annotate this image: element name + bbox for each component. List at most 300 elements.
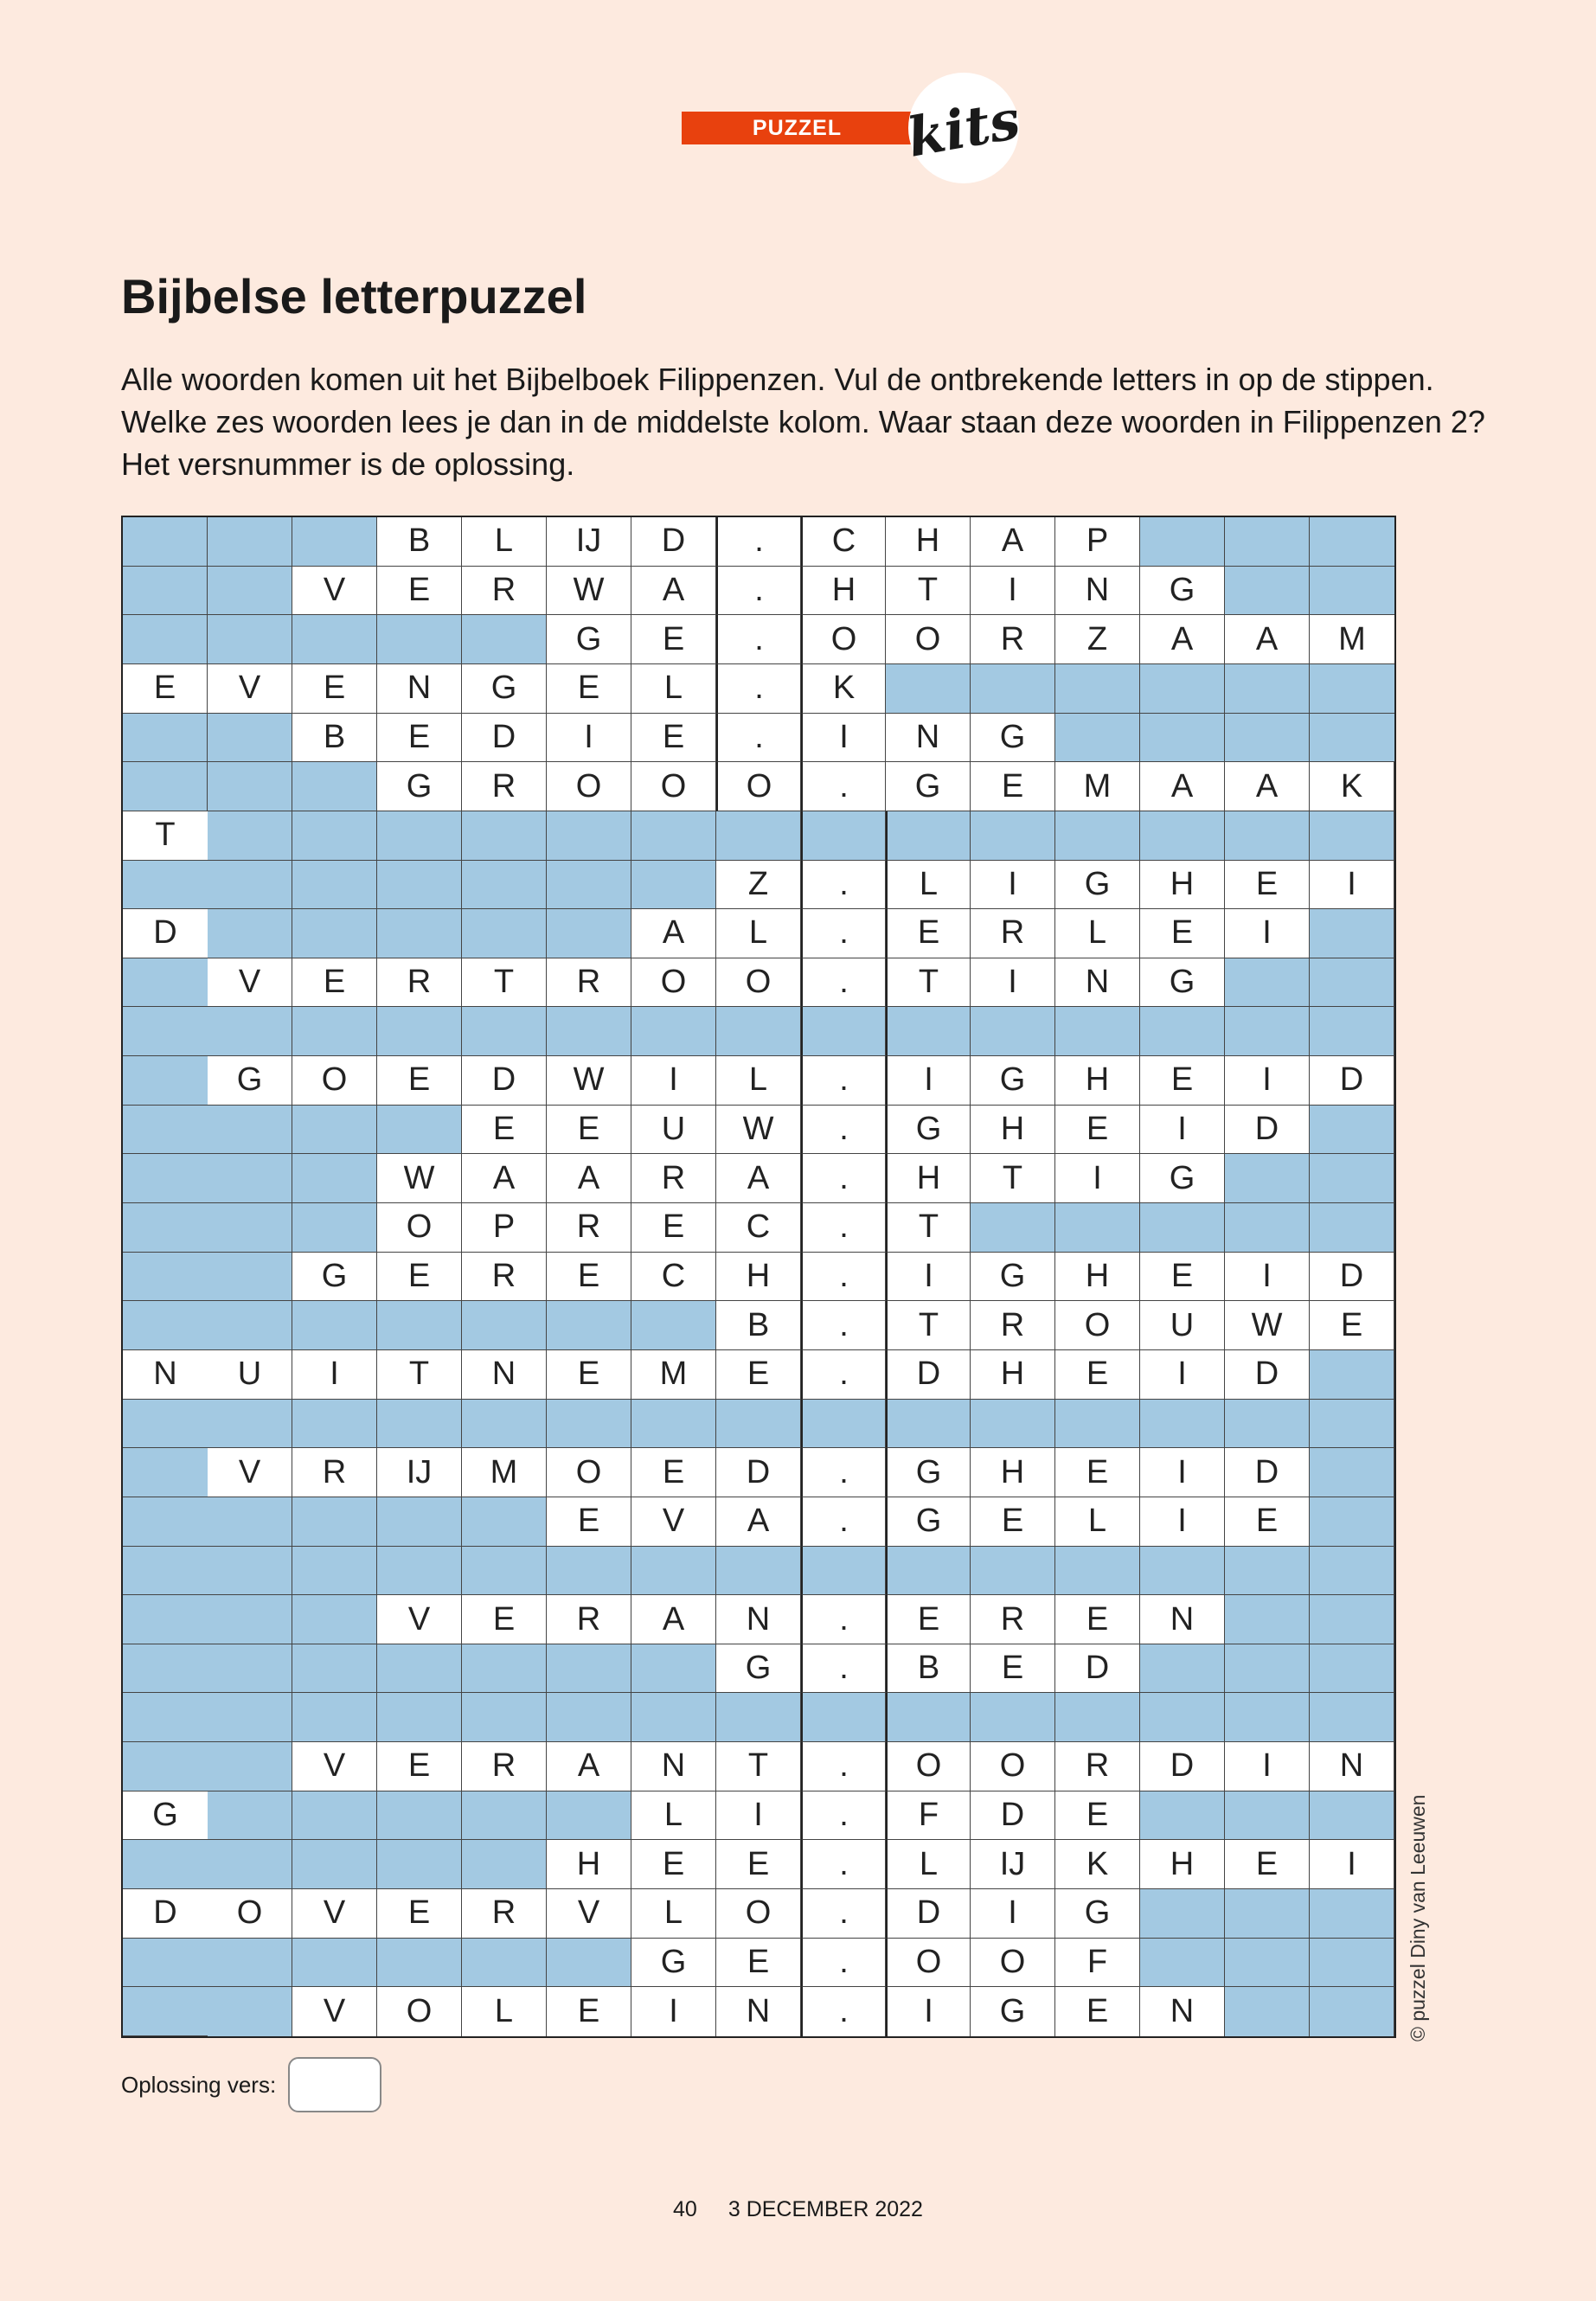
filled-cell [208,1547,292,1596]
filled-cell [1140,664,1225,714]
letter-cell: W [1225,1301,1310,1350]
letter-cell: O [547,1448,631,1497]
filled-cell [208,1106,292,1155]
filled-cell [1225,1595,1310,1644]
letter-cell: R [971,1301,1055,1350]
letter-cell: T [716,1742,801,1791]
letter-cell: E [377,1742,462,1791]
letter-cell: A [716,1154,801,1203]
letter-cell: IJ [547,517,631,567]
letter-cell: N [631,1742,716,1791]
filled-cell [123,1253,208,1302]
filled-cell [292,1497,377,1547]
letter-cell: T [886,958,971,1008]
dot-cell: . [801,1497,886,1547]
letter-cell: E [462,1595,547,1644]
letter-cell: IJ [377,1448,462,1497]
filled-cell [1225,1644,1310,1694]
letter-cell: I [1310,861,1394,910]
filled-cell [1310,1350,1394,1400]
letter-cell: T [886,1203,971,1253]
filled-cell [462,1400,547,1449]
filled-cell [1310,1693,1394,1742]
solution-label: Oplossing vers: [121,2071,277,2098]
letter-cell: E [1225,861,1310,910]
filled-cell [208,567,292,616]
letter-cell: G [971,1253,1055,1302]
letter-cell: T [123,811,208,861]
dot-cell: . [801,1840,886,1889]
issue-date: 3 DECEMBER 2022 [727,2197,923,2221]
letter-cell: Z [1055,615,1140,664]
letter-cell: E [123,664,208,714]
letter-cell: H [1140,1840,1225,1889]
letter-cell: L [886,1840,971,1889]
copyright-note: © puzzel Diny van Leeuwen [1407,1794,1429,2041]
dot-cell: . [716,615,801,664]
letter-cell: G [1140,1154,1225,1203]
filled-cell [292,1939,377,1988]
filled-cell [547,1007,631,1056]
letter-cell: I [971,1889,1055,1939]
filled-cell [1140,1644,1225,1694]
filled-cell [123,1693,208,1742]
letter-cell: H [801,567,886,616]
letter-cell: H [886,1154,971,1203]
letter-cell: E [631,714,716,763]
filled-cell [547,909,631,958]
letter-cell: V [208,958,292,1008]
filled-cell [971,1203,1055,1253]
letter-cell: N [886,714,971,763]
letter-cell: V [292,1987,377,2036]
dot-cell: . [801,958,886,1008]
letter-cell: A [1140,762,1225,811]
letter-cell: E [547,1350,631,1400]
letter-cell: G [1140,567,1225,616]
dot-cell: . [716,664,801,714]
filled-cell [123,861,208,910]
filled-cell [886,1547,971,1596]
filled-cell [292,811,377,861]
filled-cell [377,909,462,958]
filled-cell [1140,714,1225,763]
filled-cell [208,909,292,958]
filled-cell [377,1939,462,1988]
letter-cell: D [123,909,208,958]
filled-cell [377,1497,462,1547]
letter-cell: L [716,909,801,958]
filled-cell [123,1203,208,1253]
filled-cell [123,517,208,567]
letter-cell: G [208,1056,292,1106]
filled-cell [1055,664,1140,714]
letter-cell: O [547,762,631,811]
filled-cell [462,909,547,958]
filled-cell [1310,714,1394,763]
puzzle-grid [121,516,1396,2038]
filled-cell [1225,664,1310,714]
letter-cell: E [377,567,462,616]
letter-cell: G [292,1253,377,1302]
filled-cell [1225,1007,1310,1056]
filled-cell [886,664,971,714]
letter-cell: K [1310,762,1394,811]
letter-cell: E [1055,1350,1140,1400]
dot-cell: . [801,1253,886,1302]
letter-cell: I [801,714,886,763]
letter-cell: D [1140,1742,1225,1791]
letter-cell: N [1310,1742,1394,1791]
dot-cell: . [801,1056,886,1106]
letter-cell: C [716,1203,801,1253]
letter-cell: I [971,958,1055,1008]
filled-cell [123,1400,208,1449]
filled-cell [377,1007,462,1056]
filled-cell [631,1693,716,1742]
letter-cell: I [1140,1497,1225,1547]
filled-cell [971,811,1055,861]
filled-cell [462,1497,547,1547]
letter-cell: O [631,762,716,811]
letter-cell: E [1140,909,1225,958]
filled-cell [292,1644,377,1694]
filled-cell [208,1301,292,1350]
filled-cell [1225,714,1310,763]
filled-cell [1225,1791,1310,1841]
filled-cell [886,1693,971,1742]
letter-cell: E [1140,1253,1225,1302]
letter-cell: O [801,615,886,664]
filled-cell [292,1154,377,1203]
letter-cell: D [1225,1350,1310,1400]
filled-cell [208,1644,292,1694]
filled-cell [1140,1791,1225,1841]
filled-cell [208,714,292,763]
filled-cell [292,1693,377,1742]
letter-cell: E [547,1987,631,2036]
letter-cell: L [886,861,971,910]
filled-cell [208,1791,292,1841]
filled-cell [123,1742,208,1791]
letter-cell: D [886,1889,971,1939]
filled-cell [971,1007,1055,1056]
filled-cell [462,1693,547,1742]
letter-cell: N [1055,958,1140,1008]
letter-cell: E [1140,1056,1225,1106]
dot-cell: . [801,1301,886,1350]
letter-cell: G [462,664,547,714]
letter-cell: V [208,1448,292,1497]
letter-cell: M [462,1448,547,1497]
letter-cell: T [462,958,547,1008]
letter-cell: G [971,1987,1055,2036]
letter-cell: H [971,1350,1055,1400]
filled-cell [208,1253,292,1302]
letter-cell: M [631,1350,716,1400]
filled-cell [208,1154,292,1203]
letter-cell: R [462,567,547,616]
filled-cell [208,811,292,861]
filled-cell [1055,1007,1140,1056]
filled-cell [1225,1889,1310,1939]
letter-cell: E [292,958,377,1008]
letter-cell: F [1055,1939,1140,1988]
letter-cell: M [1310,615,1394,664]
filled-cell [377,1791,462,1841]
dot-cell: . [801,1742,886,1791]
letter-cell: E [377,1889,462,1939]
letter-cell: D [1225,1448,1310,1497]
letter-cell: D [462,1056,547,1106]
letter-cell: B [886,1644,971,1694]
dot-cell: . [801,1791,886,1841]
letter-cell: I [1310,1840,1394,1889]
filled-cell [1140,811,1225,861]
letter-cell: IJ [971,1840,1055,1889]
letter-cell: T [886,1301,971,1350]
filled-cell [123,1007,208,1056]
letter-cell: E [631,1448,716,1497]
letter-cell: T [377,1350,462,1400]
page-footer [0,2197,1596,2222]
letter-cell: V [377,1595,462,1644]
letter-cell: O [377,1987,462,2036]
letter-cell: E [1225,1840,1310,1889]
letter-cell: N [377,664,462,714]
filled-cell [208,615,292,664]
filled-cell [208,762,292,811]
filled-cell [631,861,716,910]
letter-cell: O [716,762,801,811]
filled-cell [208,1595,292,1644]
dot-cell: . [716,517,801,567]
letter-cell: E [971,1497,1055,1547]
filled-cell [547,1939,631,1988]
letter-cell: A [631,567,716,616]
letter-cell: E [292,664,377,714]
letter-cell: B [716,1301,801,1350]
filled-cell [377,1400,462,1449]
filled-cell [462,861,547,910]
filled-cell [1225,517,1310,567]
filled-cell [292,1400,377,1449]
filled-cell [547,1644,631,1694]
letter-cell: B [292,714,377,763]
letter-cell: D [1055,1644,1140,1694]
filled-cell [1310,1791,1394,1841]
page-number: 40 [673,2197,697,2221]
filled-cell [123,714,208,763]
letter-cell: H [716,1253,801,1302]
letter-cell: E [462,1106,547,1155]
letter-cell: W [547,567,631,616]
filled-cell [377,1106,462,1155]
filled-cell [1225,1154,1310,1203]
letter-cell: D [1225,1106,1310,1155]
letter-cell: O [631,958,716,1008]
filled-cell [1225,1939,1310,1988]
filled-cell [1310,1889,1394,1939]
letter-cell: I [292,1350,377,1400]
letter-cell: E [547,1497,631,1547]
letter-cell: M [1055,762,1140,811]
filled-cell [1140,1547,1225,1596]
filled-cell [208,1742,292,1791]
letter-cell: R [971,1595,1055,1644]
filled-cell [208,1939,292,1988]
filled-cell [377,1644,462,1694]
filled-cell [1310,1987,1394,2036]
filled-cell [716,1400,801,1449]
filled-cell [1055,811,1140,861]
letter-cell: G [1055,861,1140,910]
filled-cell [462,1547,547,1596]
letter-cell: L [631,1889,716,1939]
filled-cell [1225,1547,1310,1596]
filled-cell [1225,1693,1310,1742]
letter-cell: G [123,1791,208,1841]
letter-cell: H [1055,1056,1140,1106]
letter-cell: U [1140,1301,1225,1350]
letter-cell: G [886,1497,971,1547]
dot-cell: . [801,1595,886,1644]
letter-cell: R [292,1448,377,1497]
filled-cell [1310,1007,1394,1056]
letter-cell: E [1055,1987,1140,2036]
letter-cell: E [716,1939,801,1988]
filled-cell [123,762,208,811]
letter-cell: E [886,1595,971,1644]
filled-cell [377,615,462,664]
filled-cell [1310,1154,1394,1203]
dot-cell: . [716,714,801,763]
filled-cell [1310,811,1394,861]
letter-cell: N [1055,567,1140,616]
letter-cell: T [886,567,971,616]
letter-cell: W [547,1056,631,1106]
letter-cell: V [631,1497,716,1547]
letter-cell: I [1225,909,1310,958]
letter-cell: I [1225,1742,1310,1791]
letter-cell: E [716,1840,801,1889]
filled-cell [462,615,547,664]
letter-cell: O [377,1203,462,1253]
filled-cell [971,1400,1055,1449]
letter-cell: O [971,1939,1055,1988]
letter-cell: I [1225,1056,1310,1106]
letter-cell: L [1055,909,1140,958]
filled-cell [1140,1007,1225,1056]
dot-cell: . [801,1350,886,1400]
letter-cell: E [971,1644,1055,1694]
filled-cell [971,1547,1055,1596]
dot-cell: . [801,1154,886,1203]
filled-cell [1055,1547,1140,1596]
filled-cell [292,1595,377,1644]
letter-cell: V [208,664,292,714]
filled-cell [123,567,208,616]
filled-cell [377,1840,462,1889]
letter-cell: G [971,1056,1055,1106]
letter-cell: E [631,1840,716,1889]
letter-cell: T [971,1154,1055,1203]
filled-cell [1055,1203,1140,1253]
letter-cell: G [1140,958,1225,1008]
section-label: PUZZEL [682,112,913,144]
filled-cell [716,1007,801,1056]
filled-cell [462,1840,547,1889]
filled-cell [716,1547,801,1596]
letter-cell: E [631,1203,716,1253]
filled-cell [462,811,547,861]
letter-cell: D [1310,1253,1394,1302]
letter-cell: F [886,1791,971,1841]
letter-cell: G [547,615,631,664]
letter-cell: E [1310,1301,1394,1350]
intro-text: Alle woorden komen uit het Bijbelboek Filippenzen. Vul de ontbrekende letters in op de stippen. Welke zes woorden lees je dan in de middelste kolom. Waar staan deze woorden in Filippenzen 2? Het versnummer is de oplossing. [121,362,1485,482]
letter-cell: I [1140,1350,1225,1400]
filled-cell [886,1007,971,1056]
letter-cell: R [462,762,547,811]
filled-cell [123,1840,208,1889]
filled-cell [1310,1595,1394,1644]
filled-cell [123,1301,208,1350]
letter-cell: O [886,1742,971,1791]
letter-cell: H [1140,861,1225,910]
letter-cell: E [547,1106,631,1155]
filled-cell [292,517,377,567]
filled-cell [123,1939,208,1988]
solution-input-box[interactable] [288,2057,381,2112]
filled-cell [292,1547,377,1596]
letter-cell: A [971,517,1055,567]
filled-cell [377,1301,462,1350]
letter-cell: E [377,714,462,763]
filled-cell [377,1693,462,1742]
filled-cell [292,909,377,958]
letter-cell: O [886,615,971,664]
letter-cell: O [292,1056,377,1106]
kits-logo [902,73,1025,183]
dot-cell: . [801,1448,886,1497]
filled-cell [123,1448,208,1497]
filled-cell [208,1203,292,1253]
letter-cell: H [1055,1253,1140,1302]
letter-cell: D [971,1791,1055,1841]
filled-cell [292,1203,377,1253]
filled-cell [292,861,377,910]
filled-cell [123,615,208,664]
letter-cell: G [886,1106,971,1155]
letter-cell: E [377,1056,462,1106]
letter-cell: I [547,714,631,763]
letter-cell: R [462,1253,547,1302]
filled-cell [462,1791,547,1841]
filled-cell [292,1791,377,1841]
letter-cell: I [1055,1154,1140,1203]
filled-cell [123,1497,208,1547]
letter-cell: I [886,1253,971,1302]
letter-cell: G [716,1644,801,1694]
filled-cell [1140,1693,1225,1742]
filled-cell [547,1547,631,1596]
logo-text: kits [902,87,1025,170]
filled-cell [208,1840,292,1889]
filled-cell [208,517,292,567]
letter-cell: D [886,1350,971,1400]
filled-cell [208,1693,292,1742]
